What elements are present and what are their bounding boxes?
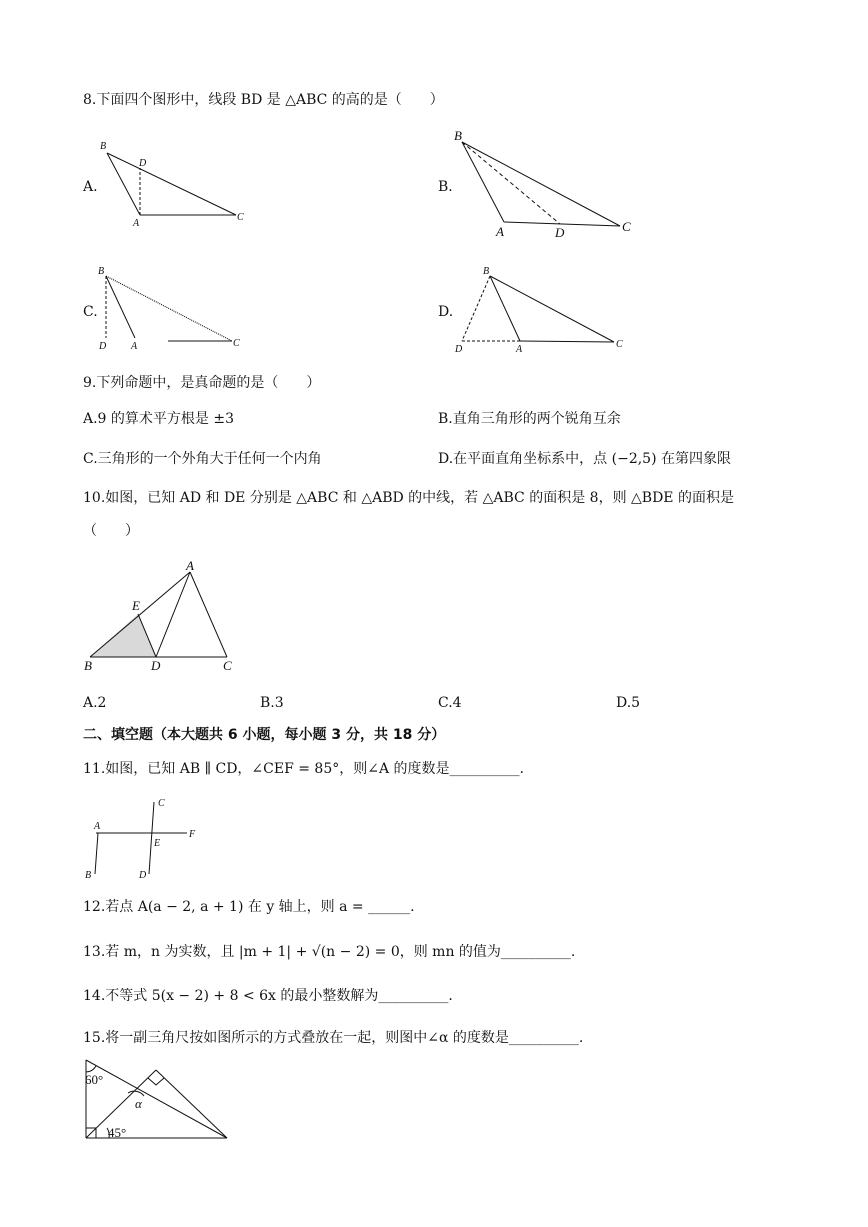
q8b-label-c: C	[622, 219, 631, 234]
q8d-label-d: D	[455, 344, 463, 355]
q11-label-d: D	[139, 870, 147, 881]
q10-label-b: B	[84, 658, 92, 673]
q8c-label-b: B	[98, 266, 105, 277]
q10-option-a: A.2	[83, 695, 107, 711]
q15-label-60: 60°	[85, 1072, 104, 1087]
q10-label-a: A	[186, 558, 194, 573]
q11-label-f: F	[189, 829, 196, 840]
q11-label-c: C	[158, 798, 165, 809]
q10-stem: 10.如图，已知 AD 和 DE 分别是 △ABC 和 △ABD 的中线，若 △ABC 的面积是 8，则 △BDE 的面积是	[83, 490, 734, 506]
q8c-label-d: D	[99, 341, 107, 352]
section-2-title: 二、填空题（本大题共 6 小题，每小题 3 分，共 18 分）	[83, 727, 446, 743]
q15-figure	[82, 1056, 242, 1151]
q8b-label-a: A	[496, 224, 504, 239]
q11-label-b: B	[85, 870, 92, 881]
q11-stem: 11.如图，已知 AB ∥ CD，∠CEF = 85°，则∠A 的度数是__________.	[83, 761, 524, 777]
q12-stem: 12.若点 A(a − 2, a + 1) 在 y 轴上，则 a = ______.	[83, 899, 415, 915]
q14-stem: 14.不等式 5(x − 2) + 8 < 6x 的最小整数解为__________.	[83, 988, 453, 1004]
q8-option-d-label: D.	[438, 304, 454, 320]
q8a-label-b: B	[100, 141, 107, 152]
q8b-label-d: D	[555, 225, 565, 240]
q9-option-b: B.直角三角形的两个锐角互余	[438, 411, 621, 427]
q8-figure-d	[452, 264, 632, 359]
q8d-label-c: C	[616, 339, 623, 350]
q9-stem: 9.下列命题中，是真命题的是（ ）	[83, 375, 321, 391]
q15-label-45: 45°	[108, 1125, 127, 1140]
q10-figure	[82, 558, 242, 677]
q10-label-c: C	[223, 658, 232, 673]
q8d-label-b: B	[483, 266, 490, 277]
q10-option-d: D.5	[616, 695, 641, 711]
q11-label-a: A	[94, 821, 101, 832]
q8-figure-a	[100, 140, 250, 230]
q8c-label-a: A	[131, 341, 138, 352]
q13-stem: 13.若 m，n 为实数，且 |m + 1| + √(n − 2) = 0，则 mn 的值为__________.	[83, 944, 576, 960]
q8d-label-a: A	[516, 344, 523, 355]
q11-figure	[82, 792, 212, 882]
q10-option-b: B.3	[260, 695, 284, 711]
q10-label-e: E	[132, 598, 140, 613]
q8-stem: 8.下面四个图形中，线段 BD 是 △ABC 的高的是（ ）	[83, 92, 444, 108]
q15-stem: 15.将一副三角尺按如图所示的方式叠放在一起，则图中∠α 的度数是__________.	[83, 1030, 584, 1046]
q10-stem-continuation: （ ）	[83, 523, 139, 539]
q11-label-e: E	[154, 838, 161, 849]
q8-figure-c	[98, 264, 248, 354]
q9-option-d: D.在平面直角坐标系中，点 (−2,5) 在第四象限	[438, 451, 731, 467]
q8-figure-b	[452, 128, 642, 238]
q10-option-c: C.4	[438, 695, 462, 711]
q8c-label-c: C	[233, 338, 240, 349]
q15-label-alpha: α	[135, 1096, 142, 1111]
q9-option-c: C.三角形的一个外角大于任何一个内角	[83, 451, 322, 467]
q9-option-a: A.9 的算术平方根是 ±3	[83, 411, 235, 427]
q8-option-c-label: C.	[83, 304, 98, 320]
q8a-label-a: A	[133, 218, 140, 229]
q8b-label-b: B	[454, 128, 462, 143]
q10-label-d: D	[151, 658, 161, 673]
q8a-label-c: C	[237, 212, 244, 223]
q8a-label-d: D	[139, 158, 147, 169]
q8-option-a-label: A.	[83, 179, 98, 195]
q8-option-b-label: B.	[438, 179, 453, 195]
